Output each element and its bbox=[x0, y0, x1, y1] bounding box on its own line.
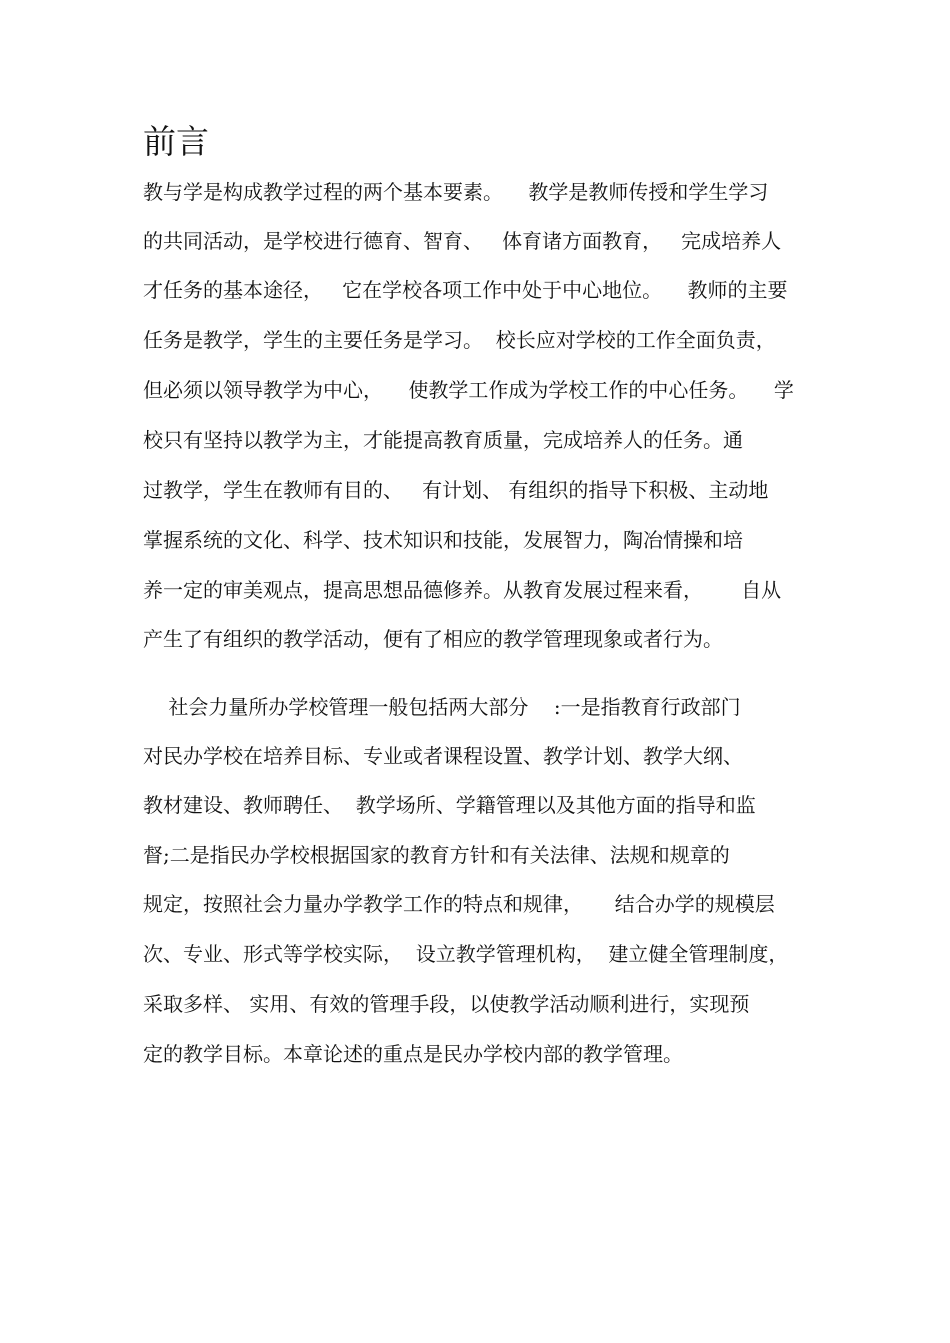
text-line: 掌握系统的文化、科学、技术知识和技能，发展智力，陶冶情操和培 bbox=[143, 528, 743, 552]
text-line: 教与学是构成教学过程的两个基本要素。 教学是教师传授和学生学习 bbox=[143, 180, 769, 204]
text-line: 校只有坚持以教学为主，才能提高教育质量，完成培养人的任务。通 bbox=[143, 428, 743, 452]
text-line: 过教学，学生在教师有目的、 有计划、 有组织的指导下积极、主动地 bbox=[143, 478, 769, 502]
text-line: 产生了有组织的教学活动，便有了相应的教学管理现象或者行为。 bbox=[143, 627, 723, 651]
page-title: 前言 bbox=[143, 122, 209, 161]
text-line: 督;二是指民办学校根据国家的教育方针和有关法律、法规和规章的 bbox=[143, 843, 730, 867]
text-line: 社会力量所办学校管理一般包括两大部分 :一是指教育行政部门 bbox=[143, 695, 741, 719]
text-line: 养一定的审美观点，提高思想品德修养。从教育发展过程来看， 自从 bbox=[143, 578, 782, 602]
text-line: 但必须以领导教学为中心， 使教学工作成为学校工作的中心任务。 学 bbox=[143, 378, 794, 402]
text-line: 任务是教学，学生的主要任务是学习。 校长应对学校的工作全面负责， bbox=[143, 328, 776, 352]
text-line: 的共同活动，是学校进行德育、智育、 体育诸方面教育， 完成培养人 bbox=[143, 229, 782, 253]
text-line: 才任务的基本途径， 它在学校各项工作中处于中心地位。 教师的主要 bbox=[143, 278, 788, 302]
text-line: 次、专业、形式等学校实际， 设立教学管理机构， 建立健全管理制度， bbox=[143, 942, 789, 966]
text-line: 对民办学校在培养目标、专业或者课程设置、教学计划、教学大纲、 bbox=[143, 744, 743, 768]
text-line: 规定，按照社会力量办学教学工作的特点和规律， 结合办学的规模层 bbox=[143, 892, 775, 916]
text-line: 定的教学目标。本章论述的重点是民办学校内部的教学管理。 bbox=[143, 1042, 683, 1066]
text-line: 采取多样、 实用、有效的管理手段，以使教学活动顺利进行，实现预 bbox=[143, 992, 750, 1016]
text-line: 教材建设、教师聘任、 教学场所、学籍管理以及其他方面的指导和监 bbox=[143, 793, 756, 817]
